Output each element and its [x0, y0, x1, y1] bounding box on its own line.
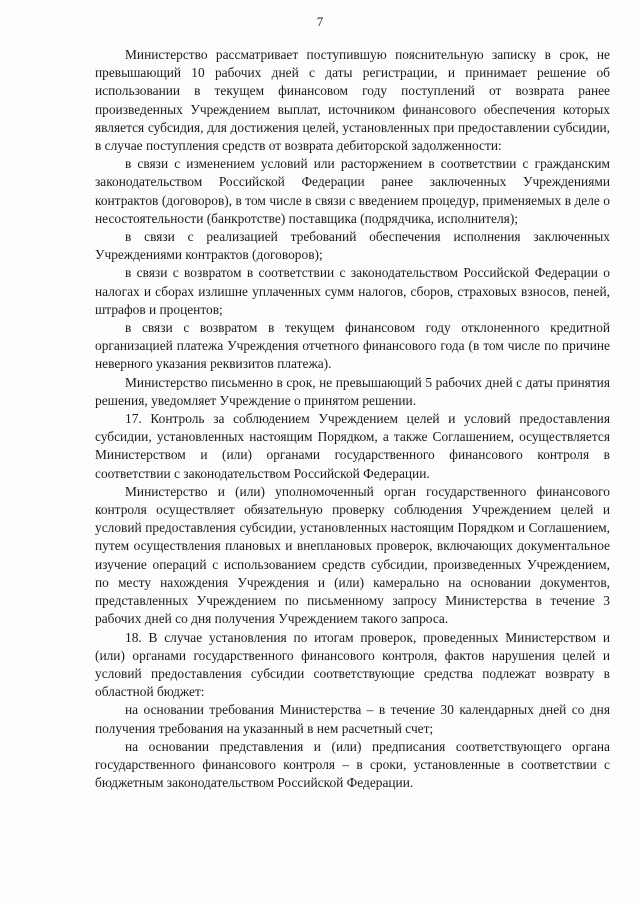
- paragraph-ministry-review: Министерство рассматривает поступившую пояснительную записку в срок, не превышающий 10 рабочих дней с даты регистрации, и принимает решение об использовании в текущем финансовом году поступлений от возврата ранее произведенных Учреждением выплат, источником финансового обеспечения которых является субсидия, для достижения целей, установленных при предоставлении субсидии, в случае поступления средств от возврата дебиторской задолженности:: [95, 47, 610, 154]
- paragraph-contract-security: в связи с реализацией требований обеспечения исполнения заключенных Учреждениями контрактов (договоров);: [95, 229, 610, 263]
- page-number: 7: [316, 14, 324, 29]
- paragraph-notification: Министерство письменно в срок, не превышающий 5 рабочих дней с даты принятия решения, уведомляет Учреждение о принятом решении.: [95, 374, 610, 408]
- paragraph-control-order: на основании представления и (или) предписания соответствующего органа государственного финансового контроля – в сроки, установленные в соответствии с бюджетным законодательством Российской Федерации.: [95, 738, 610, 791]
- paragraph-ministry-demand: на основании требования Министерства – в течение 30 календарных дней со дня получения требования на указанный в нем расчетный счет;: [95, 702, 610, 736]
- paragraph-section-18-refund: 18. В случае установления по итогам проверок, проведенных Министерством и (или) органами государственного финансового контроля, фактов нарушения целей и условий предоставления субсидии соответствующие средства подлежат возврату в областной бюджет:: [95, 629, 610, 700]
- document-body: [95, 46, 610, 792]
- paragraph-section-17-control: 17. Контроль за соблюдением Учреждением целей и условий предоставления субсидии, установленных настоящим Порядком, а также Соглашением, осуществляется Министерством и (или) органами государственного финансового контроля в соответствии с законодательством Российской Федерации.: [95, 411, 610, 481]
- paragraph-mandatory-audit: Министерство и (или) уполномоченный орган государственного финансового контроля осуществляет обязательную проверку соблюдения Учреждением целей и условий предоставления субсидии, установленных настоящим Порядком и Соглашением, путем осуществления плановых и внеплановых проверок, включающих документальное изучение операций с использованием средств субсидии, произведенных Учреждением, по месту нахождения Учреждения и (или) камерально на основании документов, представленных Учреждением по письменному запросу Министерства в течение 3 рабочих дней со дня получения Учреждением такого запроса.: [95, 483, 610, 627]
- paragraph-tax-refund: в связи с возвратом в соответствии с законодательством Российской Федерации о налогах и сборах излишне уплаченных сумм налогов, сборов, страховых взносов, пеней, штрафов и процентов;: [95, 265, 610, 317]
- paragraph-contract-change: в связи с изменением условий или расторжением в соответствии с гражданским законодательством Российской Федерации ранее заключенных Учреждениями контрактов (договоров), в том числе в связи с введением процедур, применяемых в деле о несостоятельности (банкротстве) поставщика (подрядчика, исполнителя);: [95, 156, 610, 226]
- paragraph-rejected-payment: в связи с возвратом в текущем финансовом году отклоненного кредитной организацией платежа Учреждения отчетного финансового года (в том числе по причине неверного указания реквизитов платежа).: [95, 320, 610, 372]
